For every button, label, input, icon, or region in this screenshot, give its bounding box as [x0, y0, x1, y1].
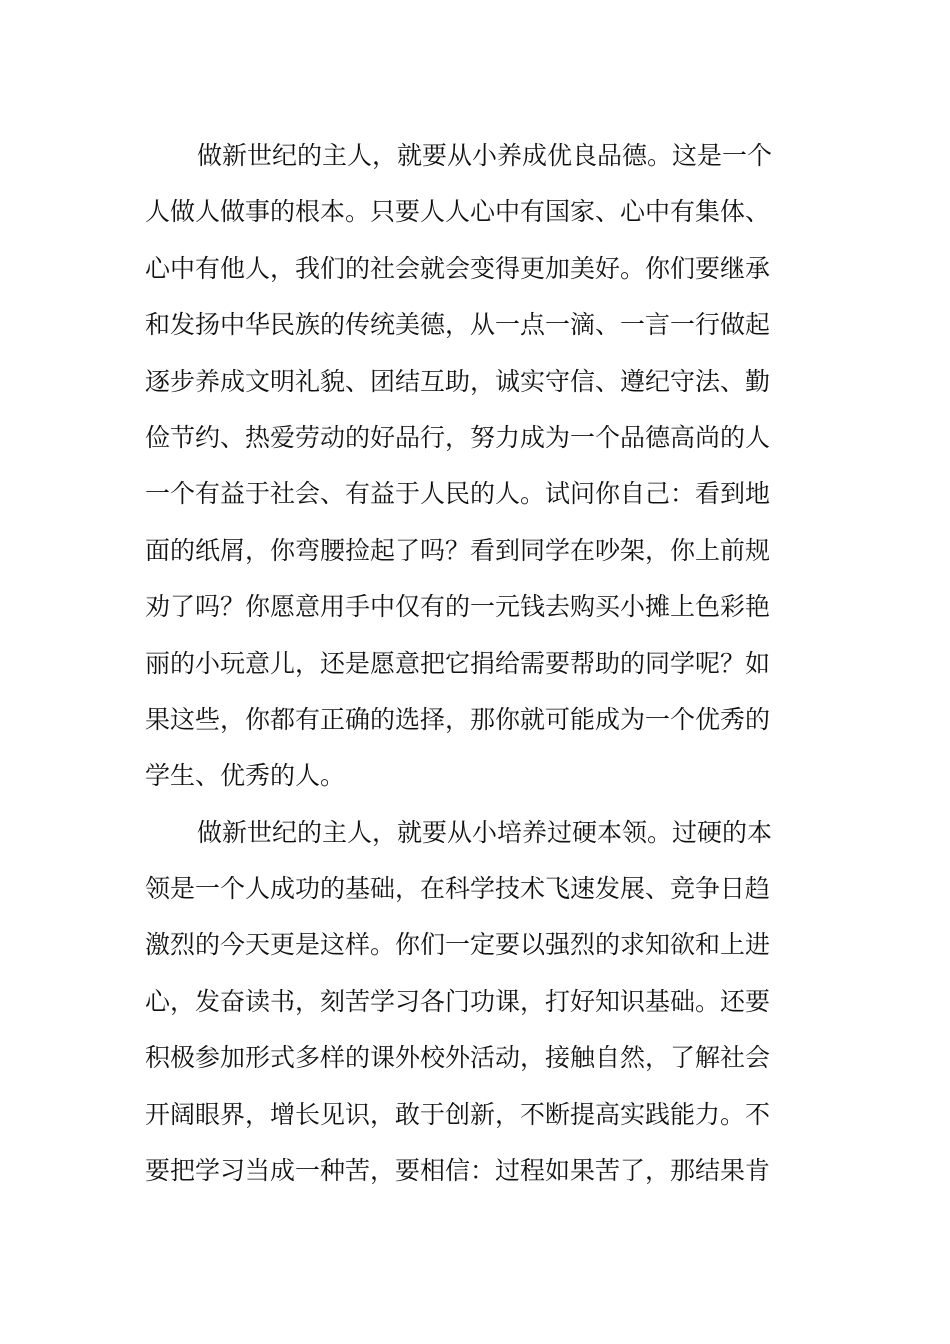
text-line: 开阔眼界，增长见识，敢于创新，不断提高实践能力。不 — [145, 1099, 771, 1129]
text-line: 要把学习当成一种苦，要相信：过程如果苦了，那结果肯 — [145, 1156, 771, 1186]
text-line: 积极参加形式多样的课外校外活动，接触自然，了解社会 — [145, 1043, 771, 1073]
text-line: 做新世纪的主人，就要从小养成优良品德。这是一个 — [197, 141, 773, 170]
text-line: 果这些，你都有正确的选择，那你就可能成为一个优秀的 — [145, 704, 771, 734]
text-line: 和发扬中华民族的传统美德，从一点一滴、一言一行做起 — [145, 310, 771, 340]
text-line: 激烈的今天更是这样。你们一定要以强烈的求知欲和上进 — [145, 930, 771, 960]
text-line: 心中有他人，我们的社会就会变得更加美好。你们要继承 — [145, 253, 771, 283]
text-line: 做新世纪的主人，就要从小培养过硬本领。过硬的本 — [197, 817, 773, 847]
text-line: 人做人做事的根本。只要人人心中有国家、心中有集体、 — [145, 197, 771, 227]
document-body — [145, 128, 810, 1199]
text-line: 一个有益于社会、有益于人民的人。试问你自己：看到地 — [145, 479, 771, 509]
text-line: 劝了吗？你愿意用手中仅有的一元钱去购买小摊上色彩艳 — [145, 592, 771, 622]
paragraph-1 — [145, 128, 810, 805]
text-line: 俭节约、热爱劳动的好品行，努力成为一个品德高尚的人 — [145, 422, 771, 452]
text-line: 逐步养成文明礼貌、团结互助，诚实守信、遵纪守法、勤 — [145, 366, 771, 396]
text-line: 心，发奋读书，刻苦学习各门功课，打好知识基础。还要 — [145, 986, 771, 1016]
paragraph-2 — [145, 805, 810, 1200]
text-line: 学生、优秀的人。 — [145, 761, 346, 791]
text-line: 面的纸屑，你弯腰捡起了吗？看到同学在吵架，你上前规 — [145, 535, 771, 565]
text-line: 领是一个人成功的基础，在科学技术飞速发展、竞争日趋 — [145, 874, 771, 904]
text-line: 丽的小玩意儿，还是愿意把它捐给需要帮助的同学呢？如 — [145, 648, 771, 678]
